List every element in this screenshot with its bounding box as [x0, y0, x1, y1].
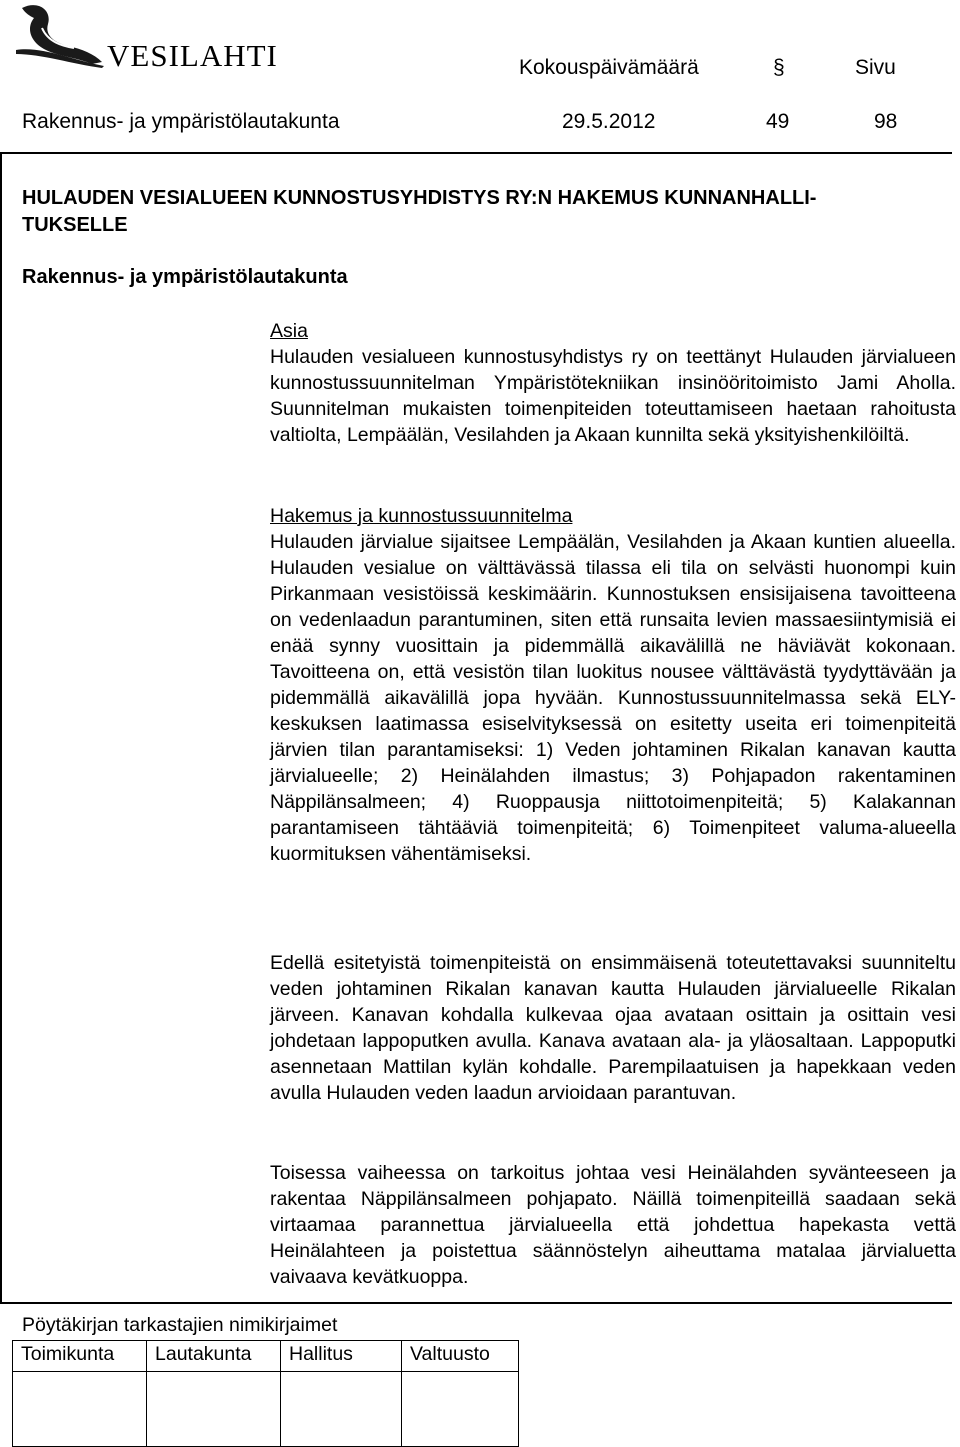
vesilahti-logo	[12, 2, 278, 73]
signature-column-header: Toimikunta	[13, 1341, 147, 1372]
document-subtitle: Rakennus- ja ympäristölautakunta	[22, 266, 348, 288]
page-number: 98	[874, 110, 898, 133]
section-text: Hulauden vesialueen kunnostusyhdistys ry on teettänyt Hulauden järvialueen kunnostussuunnitelman Ympäristötekniikan insinööritoimisto Jami Aholla. Suunnitelman mukaisten toimenpiteiden toteuttamiseen haetaan rahoitusta valtiolta, Lempäälän, Vesilahden ja Akaan kunnilta sekä yksityishenkilöiltä.	[270, 346, 956, 446]
logo-text: VESILAHTI	[107, 38, 278, 73]
document-title	[22, 185, 942, 239]
meeting-date-label: Kokouspäivämäärä	[519, 56, 699, 79]
title-line-1: HULAUDEN VESIALUEEN KUNNOSTUSYHDISTYS RY:N HAKEMUS KUNNANHALLI-	[22, 187, 817, 209]
section-heading: Hakemus ja kunnostussuunnitelma	[270, 505, 573, 527]
section-number: 49	[766, 110, 790, 133]
signature-column-header: Hallitus	[281, 1341, 402, 1372]
section-text: Hulauden järvialue sijaitsee Lempäälän, Vesilahden ja Akaan kuntien alueella. Hulauden vesialue on välttävässä tilassa eli tila on selvästi huonompi kuin Pirkanmaan vesistöissä keskimäärin. Kunnostuksen ensisijaisena tavoitteena on vedenlaadun parantuminen, siten että runsaita levien massaesiintymisiä ei enää synny vuosittain ja pidemmällä aikavälillä ne häviävät kokonaan. Tavoitteena on, että vesistön tilan luokitus nousee välttävästä tyydyttävään ja pidemmällä aikavälillä jopa hyvään. Kunnostussuunnitelmassa sekä ELY- keskuksen laatimassa esiselvityksessä on esitetty useita eri toimenpiteitä järvien tilan parantamiseksi: 1) Veden johtaminen Rikalan kanavan kautta järvialueelle; 2) Heinälahden ilmastus; 3) Pohjapadon rakentaminen Näppilänsalmeen; 4) Ruoppausja niittotoimenpiteitä; 5) Kalakannan parantamiseen tähtääviä toimenpiteitä; 6) Toimenpiteet valuma-alueella kuormituksen vähentämiseksi.	[270, 531, 956, 865]
signature-cell	[402, 1372, 519, 1447]
header-rule	[0, 152, 952, 154]
committee-name: Rakennus- ja ympäristölautakunta	[22, 110, 340, 133]
title-line-2: TUKSELLE	[22, 214, 128, 236]
section-first-phase	[270, 950, 956, 1106]
section-heading: Asia	[270, 320, 308, 342]
signature-column-header: Valtuusto	[402, 1341, 519, 1372]
meeting-date: 29.5.2012	[562, 110, 656, 133]
footer-rule	[0, 1302, 952, 1304]
signatures-label: Pöytäkirjan tarkastajien nimikirjaimet	[22, 1314, 338, 1336]
signature-cell	[281, 1372, 402, 1447]
signature-column-header: Lautakunta	[147, 1341, 281, 1372]
signature-cell	[147, 1372, 281, 1447]
section-mark: §	[773, 56, 785, 79]
section-text: Edellä esitetyistä toimenpiteistä on ensimmäisenä toteutettavaksi suunniteltu veden johtaminen Rikalan kanavan kautta Hulauden järvialueelle Rikalan järveen. Kanavan kohdalla kulkevaa ojaa avataan osittain ja osittain vesi johdetaan lappoputken avulla. Kanava avataan ala- ja yläosaltaan. Lappoputki asennetaan Mattilan kylän kohdalle. Parempilaatuisen ja hapekkaan veden avulla Hulauden veden laadun arvioidaan parantuvan.	[270, 952, 956, 1104]
signature-cell	[13, 1372, 147, 1447]
section-asia	[270, 318, 956, 448]
signature-table	[12, 1340, 519, 1447]
page-label: Sivu	[855, 56, 896, 79]
section-hakemus	[270, 503, 956, 867]
section-text: Toisessa vaiheessa on tarkoitus johtaa vesi Heinälahden syvänteeseen ja rakentaa Näppilänsalmeen pohjapato. Näillä toimenpiteillä saadaan sekä virtaamaa parannettua järvialueella että johdettua hapekasta vettä Heinälahteen ja poistettua säännöstelyn aiheuttama matalaa järvialuetta vaivaava kevätkuoppa.	[270, 1162, 956, 1288]
left-margin-rule	[0, 152, 2, 1302]
section-second-phase	[270, 1160, 956, 1290]
